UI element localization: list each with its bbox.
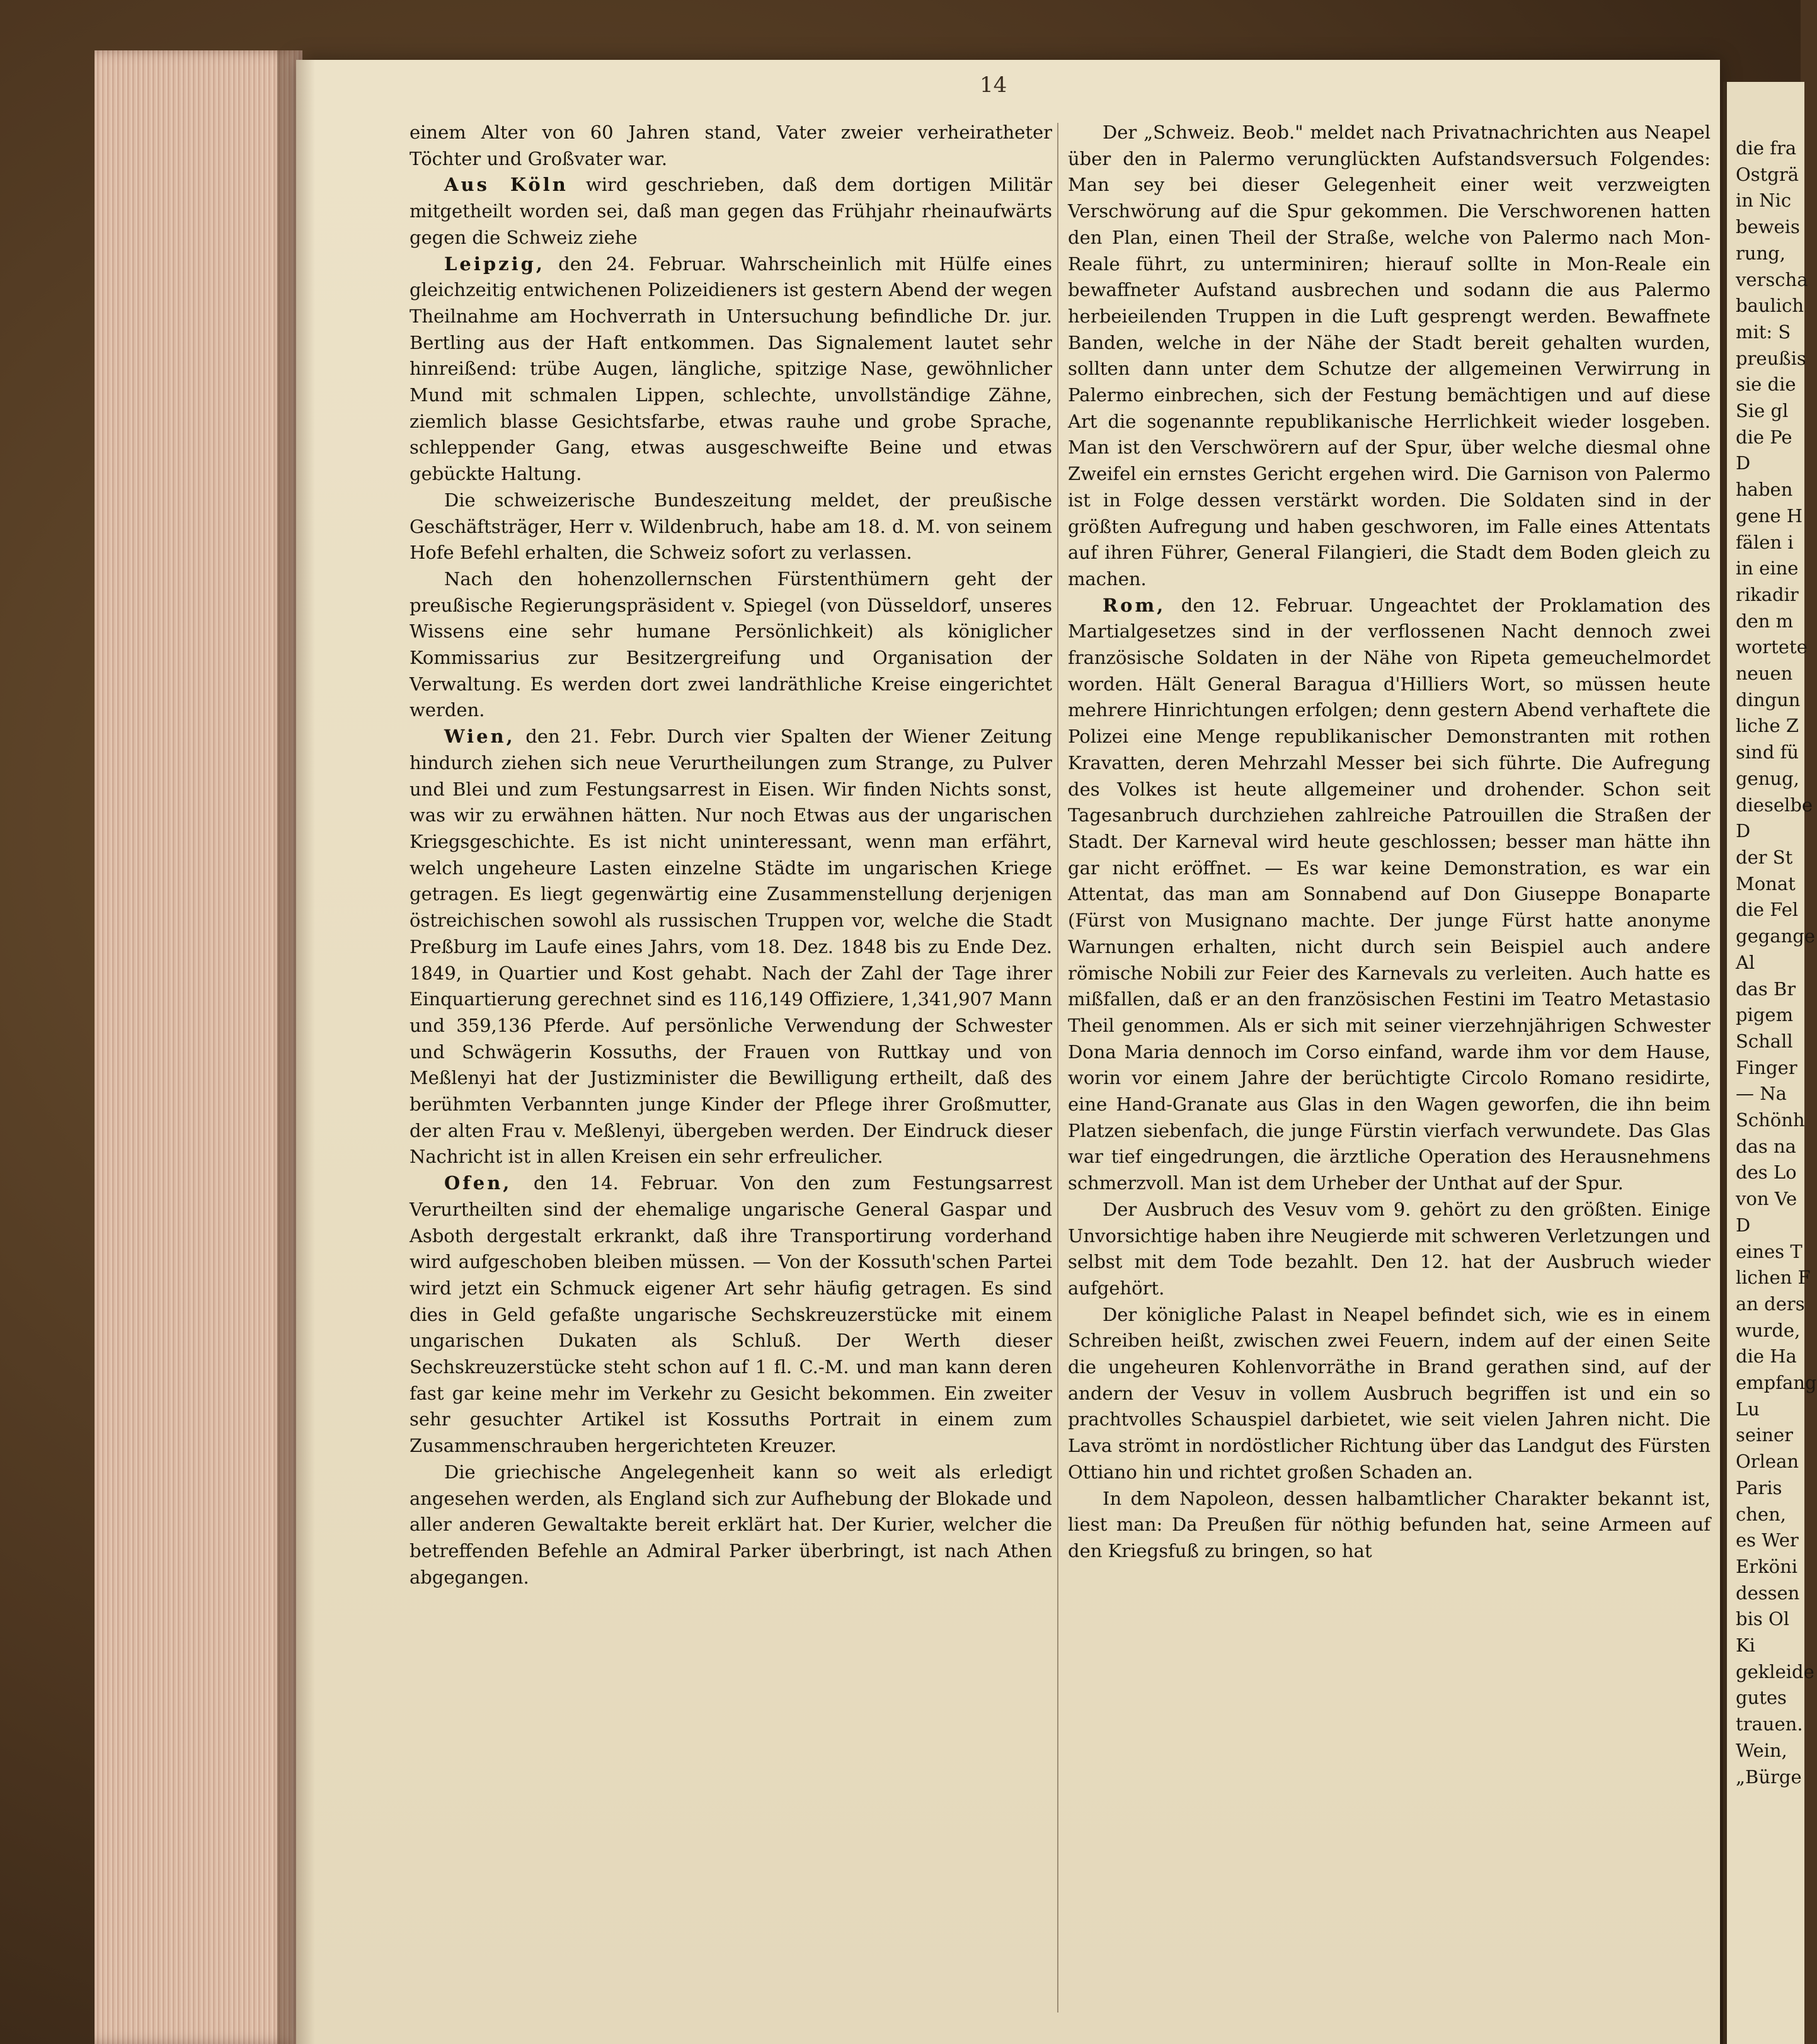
next-page-line-fragment: dieselbe <box>1736 794 1813 816</box>
next-page-line-fragment: baulich <box>1736 295 1804 317</box>
next-page-line-fragment: gene H <box>1736 505 1803 527</box>
paragraph-text: den 21. Febr. Durch vier Spalten der Wiener Zeitung hindurch ziehen sich neue Verurtheilungen zum Strange, zu Pulver und Blei und zum Festungsarrest in Eisen. Wir finden Nichts sonst, was wir zu erwähnen hätten. Nur noch Etwas aus der ungarischen Kriegsgeschichte. Es ist nicht uninteressant, wenn man erfährt, welch ungeheure Lasten einzelne Städte im ungarischen Kriege getragen. Es liegt gegenwärtig eine Zusammenstellung derjenigen östreichischen sowohl als russischen Truppen vor, welche die Stadt Preßburg im Laufe eines Jahrs, vom 18. Dez. 1848 bis zu Ende Dez. 1849, in Quartier und Kost gehabt. Nach der Zahl der Tage ihrer Einquartierung gerechnet sind es 116,149 Offiziere, 1,341,907 Mann und 359,136 Pferde. Auf persönliche Verwendung der Schwester und Schwägerin Kossuths, der Frauen von Ruttkay und von Meßlenyi hat der Justizminister die Bewilligung ertheilt, daß des berühmten Verbannten junge Kinder der Pflege ihrer Großmutter, der alten Frau v. Meßlenyi, übergeben werden. Der Eindruck dieser Nachricht ist in allen Kreisen ein sehr erfreulicher. <box>410 726 1052 1168</box>
paragraph-text: In dem Napoleon, dessen halbamtlicher Charakter bekannt ist, liest man: Da Preußen für nöthig befunden hat, seine Armeen auf den Kriegsfuß zu bringen, so hat <box>1068 1487 1711 1562</box>
next-page-line-fragment: rung, <box>1736 242 1785 264</box>
paragraph-text: den 14. Februar. Von den zum Festungsarrest Verurtheilten sind der ehemalige ungarische General Gaspar und Asboth dergestalt erkrankt, daß ihre Transportirung vorderhand wird aufgeschoben bleiben müssen. — Von der Kossuth'schen Partei wird jetzt ein Schmuck eigener Art sehr häufig getragen. Es sind dies in Geld gefaßte ungarische Sechskreuzerstücke mit einem ungarischen Dukaten als Schluß. Der Werth dieser Sechskreuzerstücke steht schon auf 1 fl. C.-M. und man kann deren fast gar keine mehr im Verkehr zu Gesicht bekommen. Ein zweiter sehr gesuchter Artikel ist Kossuths Portrait in einem zum Zusammenschrauben hergerichteten Kreuzer. <box>410 1172 1052 1457</box>
next-page-line-fragment: die fra <box>1736 137 1797 159</box>
next-page-line-fragment: in eine <box>1736 557 1799 580</box>
article-paragraph <box>410 1170 1052 1459</box>
next-page-line-fragment: mit: S <box>1736 321 1791 343</box>
next-page-line-fragment: Ostgrä <box>1736 163 1799 185</box>
next-page-line-fragment: Schall <box>1736 1030 1793 1052</box>
next-page-edge <box>1723 82 1817 2044</box>
next-page-line-fragment: „Bürge <box>1736 1766 1802 1788</box>
paragraph-text: Die griechische Angelegenheit kann so weit als erledigt angesehen werden, als England sich zur Aufhebung der Blokade und aller anderen Gewaltakte bereit erklärt hat. Der Kurier, welcher die betreffenden Befehle an Admiral Parker überbringt, ist nach Athen abgegangen. <box>410 1461 1052 1588</box>
next-page-line-fragment: rikadir <box>1736 583 1799 605</box>
next-page-line-fragment: Erköni <box>1736 1555 1798 1577</box>
next-page-line-fragment: der St <box>1736 846 1793 868</box>
next-page-line-fragment: haben <box>1736 479 1793 501</box>
next-page-line-fragment: Finger <box>1736 1056 1797 1078</box>
paragraph-text: den 24. Februar. Wahrscheinlich mit Hülfe eines gleichzeitig entwichenen Polizeidieners ist gestern Abend der wegen Theilnahme am Hochverrath in Untersuchung befindliche Dr. jur. Bertling aus der Haft entkommen. Das Signalement lautet sehr hinreißend: trübe Augen, längliche, spitzige Nase, gewöhnlicher Mund mit schmalen Lippen, schlechte, unvollständige Zähne, ziemlich blasse Gesichtsfarbe, etwas rauhe und grobe Sprache, schleppender Gang, etwas ausgeschweifte Beine und etwas gebückte Haltung. <box>410 253 1052 485</box>
next-page-line-fragment: Wein, <box>1736 1739 1787 1761</box>
article-paragraph <box>410 120 1052 172</box>
paragraph-text: Die schweizerische Bundeszeitung meldet, der preußische Geschäftsträger, Herr v. Wildenbruch, habe am 18. d. M. von seinem Hofe Befehl erhalten, die Schweiz sofort zu verlassen. <box>410 489 1052 564</box>
next-page-line-fragment: die Pe <box>1736 426 1792 448</box>
column-divider <box>1057 123 1058 2013</box>
article-paragraph <box>410 172 1052 251</box>
next-page-line-fragment: — Na <box>1736 1083 1787 1105</box>
next-page-line-fragment: pigem <box>1736 1004 1794 1026</box>
next-page-line-fragment: Al <box>1736 951 1755 973</box>
article-paragraph <box>410 488 1052 566</box>
next-page-line-fragment: liche Z <box>1736 715 1799 737</box>
next-page-line-fragment: Ki <box>1736 1635 1755 1657</box>
spine-shadow <box>277 50 315 2044</box>
next-page-line-fragment: das na <box>1736 1135 1796 1157</box>
next-page-line-fragment: lichen F <box>1736 1267 1811 1289</box>
article-paragraph <box>410 251 1052 488</box>
next-page-line-fragment: genug, <box>1736 767 1799 789</box>
next-page-line-fragment: dessen <box>1736 1582 1800 1604</box>
next-page-line-fragment: in Nic <box>1736 190 1792 212</box>
next-page-line-fragment: chen, <box>1736 1503 1786 1525</box>
next-page-line-fragment: gegange <box>1736 925 1815 947</box>
next-page-line-fragment: trauen. <box>1736 1713 1803 1735</box>
next-page-line-fragment: eines T <box>1736 1240 1803 1262</box>
paragraph-text: den 12. Februar. Ungeachtet der Proklamation des Martialgesetzes sind in der verflossenen Nacht dennoch zwei französische Soldaten in der Nähe von Ripeta gemeuchelmordet worden. Hält General Baragua d'Hilliers Wort, so müssen heute mehrere Hinrichtungen erfolgen; denn gestern Abend verhaftete die Polizei eine Menge republikanischer Demonstranten mit rothen Kravatten, deren Mehrzahl Messer bei sich führte. Die Aufregung des Volkes ist heute allgemeiner und drohender. Schon seit Tagesanbruch durchziehen zahlreiche Patrouillen die Straßen der Stadt. Der Karneval wird heute geschlossen; besser man hätte ihn gar nicht eröffnet. — Es war keine Demonstration, es war ein Attentat, das man am Sonnabend auf Don Giuseppe Bonaparte (Fürst von Musignano machte. Der junge Fürst hatte anonyme Warnungen erhalten, nicht durch sein Beispiel auch andere römische Nobili zur Feier des Karnevals zu verleiten. Auch hatte es mißfallen, daß er an den französischen Festini im Teatro Metastasio Theil genommen. Als er sich mit seiner vierzehnjährigen Schwester Dona Maria dennoch im Corso einfand, warde ihm vor dem Hause, worin vor einem Jahre der berüchtigte Circolo Romano residirte, eine Hand-Granate aus Glas in den Wagen geworfen, die ihn beim Platzen siebenfach, die junge Fürstin vierfach verwundete. Das Glas war tief eingedrungen, die ärztliche Operation des Herausnehmens schmerzvoll. Man ist dem Urheber der Unthat auf der Spur. <box>1068 594 1711 1194</box>
left-column <box>410 120 1052 1590</box>
next-page-line-fragment: beweis <box>1736 216 1800 238</box>
next-page-line-fragment: Schönh <box>1736 1109 1805 1131</box>
dateline-place: Rom, <box>1103 594 1166 616</box>
next-page-line-fragment: von Ve <box>1736 1188 1797 1210</box>
next-page-line-fragment: D <box>1736 820 1751 842</box>
dateline-place: Aus Köln <box>444 174 568 196</box>
paragraph-text: Nach den hohenzollernschen Fürstenthümern geht der preußische Regierungspräsident v. Spiegel (von Düsseldorf, unseres Wissens eine sehr humane Persönlichkeit) als königlicher Kommissarius zur Besitzergreifung und Organisation der Verwaltung. Es werden dort zwei landräthliche Kreise eingerichtet werden. <box>410 568 1052 721</box>
next-page-line-fragment: preußis <box>1736 347 1806 369</box>
next-page-line-fragment: es Wer <box>1736 1529 1799 1551</box>
article-paragraph <box>1068 1197 1711 1302</box>
next-page-line-fragment: des Lo <box>1736 1162 1797 1184</box>
next-page-line-fragment: neuen <box>1736 663 1793 685</box>
next-page-line-fragment: gekleide <box>1736 1660 1814 1682</box>
right-column <box>1068 120 1711 1565</box>
next-page-line-fragment: das Br <box>1736 978 1796 1000</box>
next-page-line-fragment: D <box>1736 1214 1751 1236</box>
next-page-line-fragment: wurde, <box>1736 1319 1801 1341</box>
next-page-line-fragment: Orlean <box>1736 1451 1799 1473</box>
article-paragraph <box>1068 1486 1711 1565</box>
next-page-line-fragment: Monat <box>1736 872 1796 894</box>
next-page-line-fragment: dingun <box>1736 688 1801 711</box>
paragraph-text: Der Ausbruch des Vesuv vom 9. gehört zu den größten. Einige Unvorsichtige haben ihre Neugierde mit schweren Verletzungen und selbst mit dem Tode bezahlt. Den 12. hat der Ausbruch wieder aufgehört. <box>1068 1198 1711 1299</box>
next-page-line-fragment: fälen i <box>1736 531 1794 553</box>
next-page-fragments <box>1727 135 1817 1790</box>
paragraph-text: Der „Schweiz. Beob." meldet nach Privatnachrichten aus Neapel über den in Palermo verunglückten Aufstandsversuch Folgendes: Man sey bei dieser Gelegenheit einer weit verzweigten Verschwörung auf die Spur gekommen. Die Verschworenen hatten den Plan, einen Theil der Straße, welche von Palermo nach Mon-Reale führt, zu unterminiren; hierauf sollte in Mon-Reale ein bewaffneter Aufstand ausbrechen und sodann die aus Palermo herbeieilenden Truppen in die Luft gesprengt werden. Bewaffnete Banden, welche in der Nähe der Stadt bereit gehalten wurden, sollten dann unter dem Schutze der allgemeinen Verwirrung in Palermo einbrechen, sich der Festung bemächtigen und auf diese Art die sogenannte republikanische Herrlichkeit wieder losgeben. Man ist den Verschwörern auf der Spur, über welche diesmal ohne Zweifel ein ernstes Gericht ergehen wird. Die Garnison von Palermo ist in Folge dessen verstärkt worden. Die Soldaten sind in der größten Aufregung und haben geschworen, im Falle eines Attentats auf ihren Führer, General Filangieri, die Stadt dem Boden gleich zu machen. <box>1068 122 1711 590</box>
dateline-place: Leipzig, <box>444 253 545 275</box>
next-page-line-fragment: die Fel <box>1736 899 1799 921</box>
next-page-line-fragment: sind fü <box>1736 741 1799 763</box>
next-page-line-fragment: den m <box>1736 610 1794 632</box>
article-paragraph <box>410 1459 1052 1591</box>
next-page-line-fragment: empfang <box>1736 1372 1817 1394</box>
article-paragraph <box>1068 1302 1711 1486</box>
newspaper-page <box>296 60 1720 2044</box>
article-paragraph <box>1068 120 1711 593</box>
paragraph-text: wird geschrieben, daß dem dortigen Militär mitgetheilt worden sei, daß man gegen das Frühjahr rheinaufwärts gegen die Schweiz ziehe <box>410 174 1052 248</box>
next-page-line-fragment: bis Ol <box>1736 1608 1789 1630</box>
page-number: 14 <box>980 72 1007 98</box>
next-page-line-fragment: Sie gl <box>1736 400 1789 422</box>
next-page-line-fragment: seiner <box>1736 1424 1794 1446</box>
next-page-line-fragment: die Ha <box>1736 1345 1797 1367</box>
article-paragraph <box>410 724 1052 1170</box>
dateline-place: Ofen, <box>444 1172 512 1194</box>
article-paragraph <box>410 566 1052 724</box>
paragraph-text: einem Alter von 60 Jahren stand, Vater zweier verheiratheter Töchter und Großvater war. <box>410 122 1052 169</box>
next-page-line-fragment: Paris <box>1736 1476 1782 1499</box>
dateline-place: Wien, <box>444 726 515 748</box>
article-paragraph <box>1068 593 1711 1197</box>
next-page-line-fragment: sie die <box>1736 374 1796 396</box>
paragraph-text: Der königliche Palast in Neapel befindet sich, wie es in einem Schreiben heißt, zwischen zwei Feuern, indem auf der einen Seite die ungeheuren Kohlenvorräthe in Brand gerathen sind, auf der andern der Vesuv in vollem Ausbruch begriffen ist und ein so prachtvolles Schauspiel darbietet, wie seit vielen Jahren nicht. Die Lava strömt in nordöstlicher Richtung über das Landgut des Fürsten Ottiano hin und richtet großen Schaden an. <box>1068 1303 1711 1483</box>
next-page-line-fragment: verscha <box>1736 268 1808 290</box>
page-stack-edge <box>95 50 302 2044</box>
next-page-line-fragment: wortete <box>1736 636 1808 658</box>
next-page-line-fragment: Lu <box>1736 1398 1760 1420</box>
next-page-line-fragment: an ders <box>1736 1293 1805 1315</box>
next-page-line-fragment: gutes <box>1736 1687 1787 1709</box>
next-page-line-fragment: D <box>1736 452 1751 474</box>
